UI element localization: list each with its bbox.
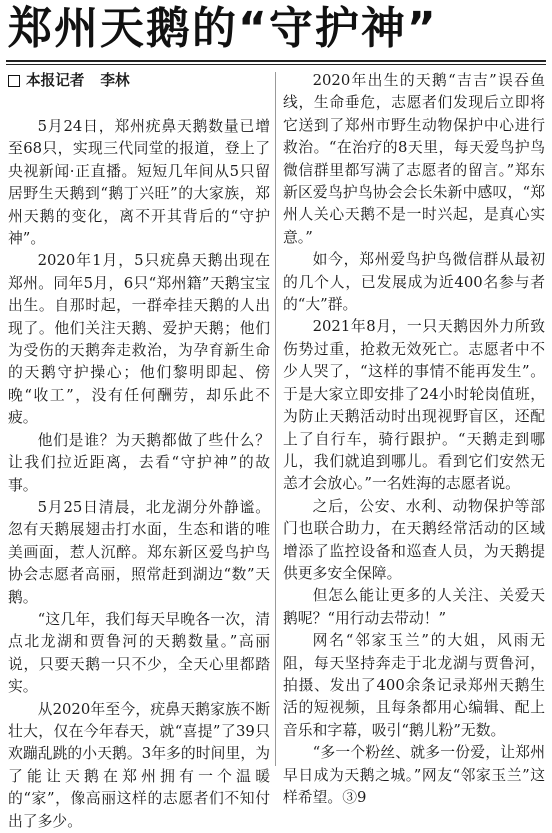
paragraph: 从2020年至今，疣鼻天鹅家族不断壮大，仅在今年春天，就“喜提”了39只欢蹦乱跳的小天鹅。3年多的时间里，为了能让天鹅在郑州拥有一个温暖的“家”，像高丽这样的志愿者们不知付出了多少。 — [8, 700, 270, 830]
byline — [8, 70, 270, 92]
square-box-icon — [8, 75, 20, 87]
paragraph: 2020年出生的天鹅“吉吉”误吞鱼线，生命垂危，志愿者们发现后立即将它送到了郑州市野生动物保护中心进行救治。“在治疗的8天里，每天爱鸟护鸟微信群里都写满了志愿者的留言。”郑东新区爱鸟护鸟协会会长朱新中感叹，“郑州人关心天鹅不是一时兴起，是真心实意。” — [283, 72, 545, 246]
paragraph: 但怎么能让更多的人关注、关爱天鹅呢？“用行动去带动！” — [283, 587, 545, 627]
right-column — [283, 70, 545, 806]
left-column — [8, 70, 270, 830]
paragraph: 2020年1月，5只疣鼻天鹅出现在郑州。同年5月，6只“郑州籍”天鹅宝宝出生。自那时起，一群牵挂天鹅的人出现了。他们关注天鹅、爱护天鹅；他们为受伤的天鹅奔走救治，为孕育新生命的天鹅守护操心；他们黎明即起、傍晚“收工”，没有任何酬劳，却乐此不疲。 — [8, 252, 270, 427]
byline-reporter: 李林 — [100, 72, 130, 89]
headline-rule — [6, 60, 546, 62]
paragraph: 他们是谁？为天鹅都做了些什么？让我们拉近距离，去看“守护神”的故事。 — [8, 431, 270, 494]
paragraph: 2021年8月，一只天鹅因外力所致伤势过重，抢救无效死亡。志愿者中不少人哭了，“这样的事情不能再发生”。于是大家立即安排了24小时轮岗值班，为防止天鹅活动时出现视野盲区，还配上了自行车，骑行跟护。“天鹅走到哪儿，我们就追到哪儿。看到它们安然无恙才会放心。”一名姓海的志愿者说。 — [283, 318, 545, 493]
paragraph: “这几年，我们每天早晚各一次，清点北龙湖和贾鲁河的天鹅数量。”高丽说，只要天鹅一只不少，全天心里都踏实。 — [8, 610, 270, 696]
headline-rule-thin — [6, 64, 546, 65]
paragraph: 之后，公安、水利、动物保护等部门也联合助力，在天鹅经常活动的区域增添了监控设备和巡查人员，为天鹅提供更多安全保障。 — [283, 497, 545, 582]
column-divider — [275, 72, 276, 766]
paragraph: 5月25日清晨，北龙湖分外静谧。忽有天鹅展翅击打水面，生态和谐的唯美画面，惹人沉醉。郑东新区爱鸟护鸟协会志愿者高丽，照常赶到湖边“数”天鹅。 — [8, 498, 270, 606]
paragraph: 5月24日，郑州疣鼻天鹅数量已增至68只，实现三代同堂的报道，登上了央视新闻·正直播。短短几年间从5只留居野生天鹅到“鹅丁兴旺”的大家族，郑州天鹅的变化，离不开其背后的“守护神”。 — [8, 118, 270, 248]
headline: 郑州天鹅的“守护神” — [8, 3, 438, 54]
byline-label: 本报记者 — [26, 72, 85, 89]
paragraph: 如今，郑州爱鸟护鸟微信群从最初的几个人，已发展成为近400名参与者的“大”群。 — [283, 251, 545, 314]
paragraph: 网名“邻家玉兰”的大姐，风雨无阻，每天坚持奔走于北龙湖与贾鲁河，拍摄、发出了400余条记录郑州天鹅生活的短视频，且每条都用心编辑、配上音乐和字幕，吸引“鹅儿粉”无数。 — [283, 632, 545, 739]
paragraph: “多一个粉丝、就多一份爱，让郑州早日成为天鹅之城。”网友“邻家玉兰”这样希望。③9 — [283, 744, 545, 806]
